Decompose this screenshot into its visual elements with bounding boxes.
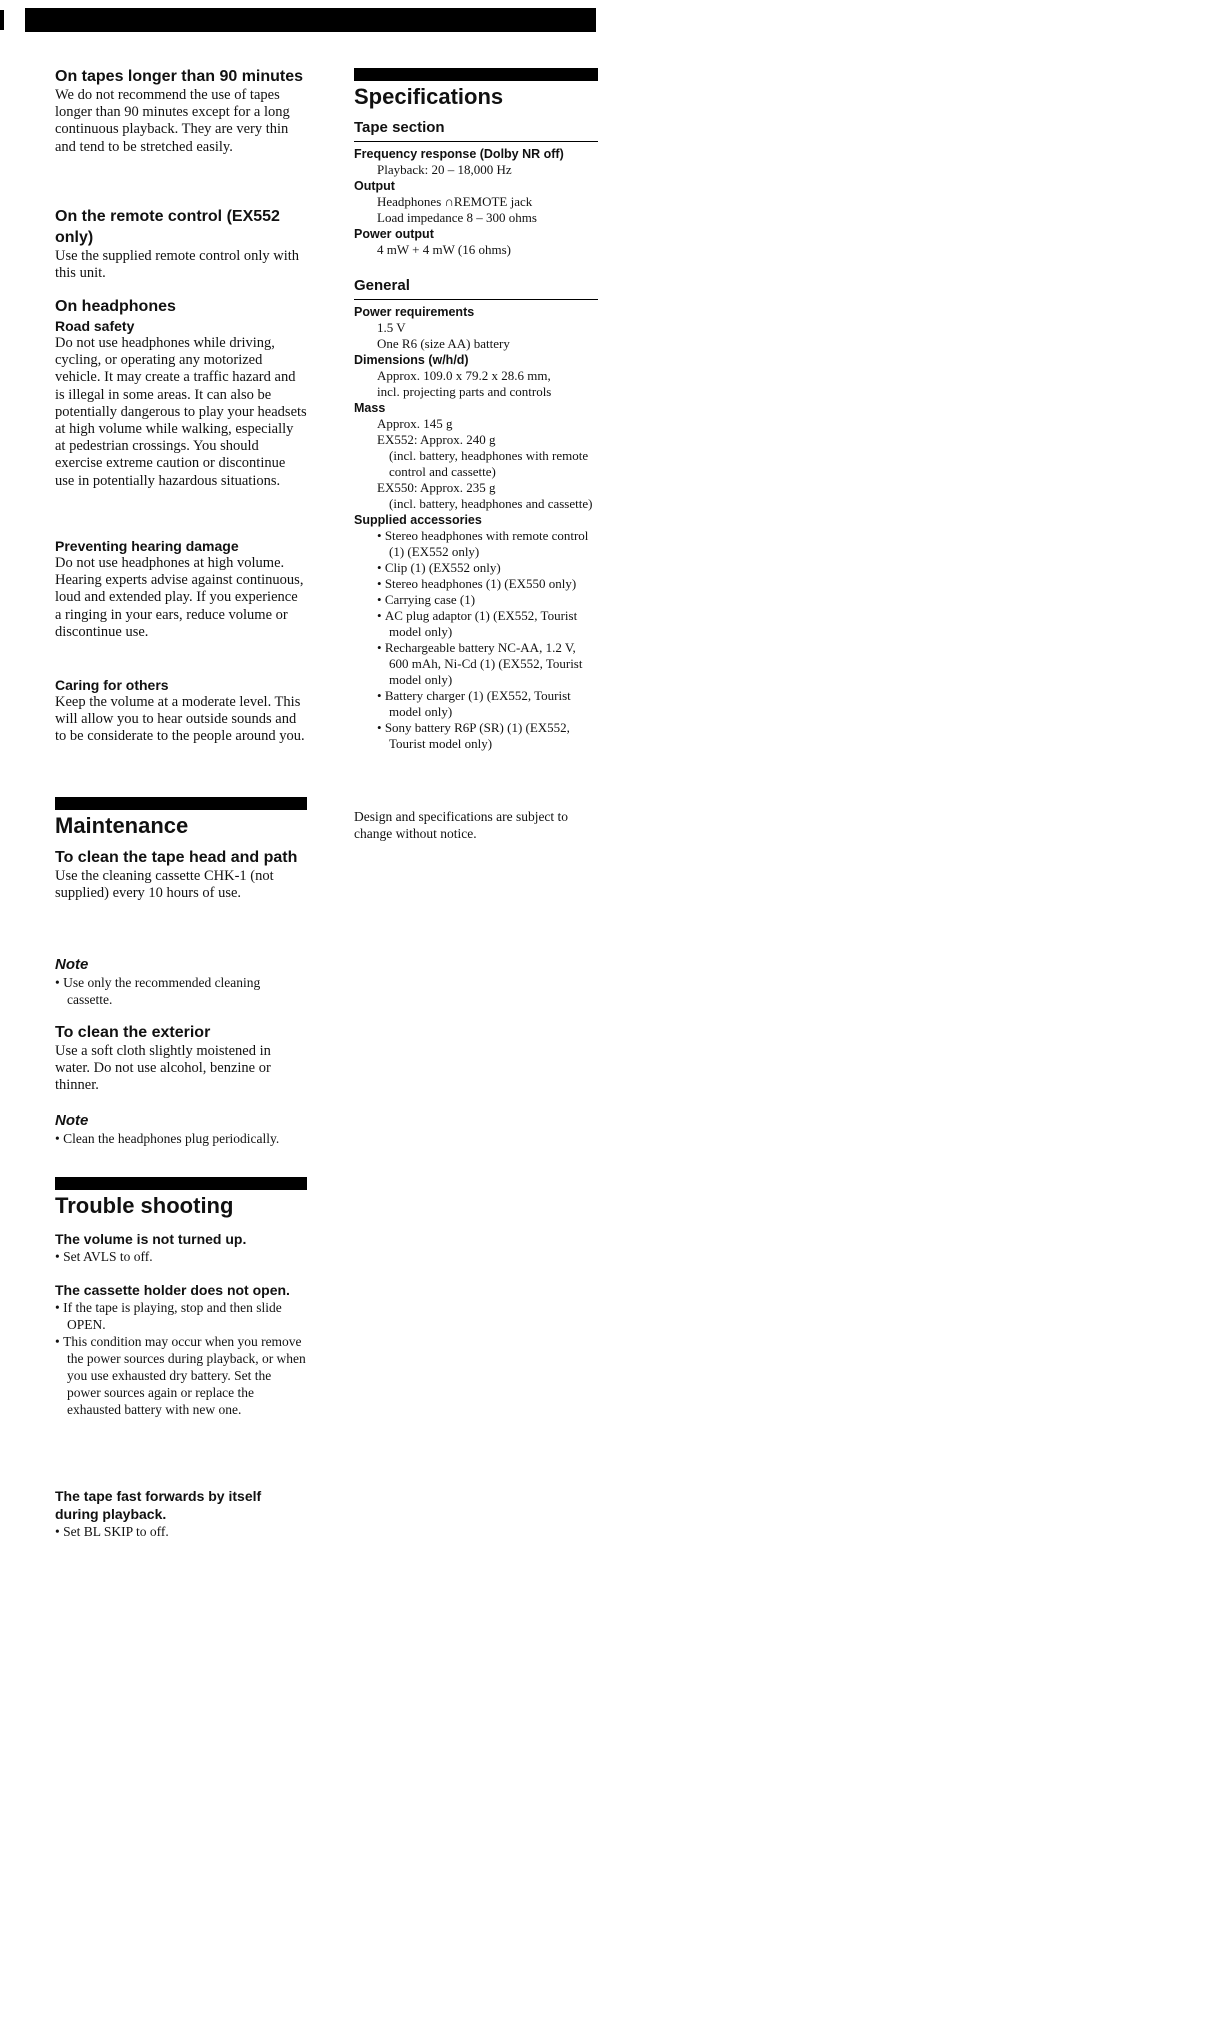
value-mass-ex550-note: (incl. battery, headphones and cassette) <box>389 496 593 511</box>
heading-headphones: On headphones <box>55 298 176 315</box>
value-dimensions-note: incl. projecting parts and controls <box>377 384 552 399</box>
accessory-item: • Stereo headphones (1) (EX550 only) <box>354 576 598 592</box>
section-volume <box>55 1230 307 1265</box>
value-frequency: Playback: 20 – 18,000 Hz <box>377 162 512 177</box>
cassette-holder-item-2: • This condition may occur when you remove the power sources during playback, or when you use exhausted dry battery. Set the power sources again or replace the exhausted battery with new one. <box>55 1333 307 1418</box>
heading-tape-section: Tape section <box>354 118 598 142</box>
accessory-item: • Battery charger (1) (EX552, Tourist model only) <box>354 688 598 720</box>
accessory-item: • AC plug adaptor (1) (EX552, Tourist model only) <box>354 608 598 640</box>
heading-clean-exterior: To clean the exterior <box>55 1024 211 1041</box>
heading-general: General <box>354 276 598 300</box>
cassette-holder-item-1: • If the tape is playing, stop and then slide OPEN. <box>55 1299 307 1333</box>
header-bar <box>25 8 596 32</box>
section-note-2 <box>55 1111 307 1147</box>
section-caring-others <box>55 676 307 746</box>
section-hearing-damage <box>55 537 307 641</box>
label-frequency: Frequency response (Dolby NR off) <box>354 147 564 161</box>
heading-long-tapes: On tapes longer than 90 minutes <box>55 68 304 85</box>
section-cassette-holder <box>55 1281 307 1418</box>
heading-specifications: Specifications <box>354 84 504 109</box>
heading-cassette-holder: The cassette holder does not open. <box>55 1282 290 1298</box>
accessory-item: • Sony battery R6P (SR) (1) (EX552, Tourist model only) <box>354 720 598 752</box>
heading-trouble-shooting: Trouble shooting <box>55 1193 234 1218</box>
text-clean-exterior: Use a soft cloth slightly moistened in water. Do not use alcohol, benzine or thinner. <box>55 1043 271 1094</box>
heading-hearing-damage: Preventing hearing damage <box>55 538 239 554</box>
section-clean-head <box>55 847 307 902</box>
note-item-1: • Use only the recommended cleaning cassette. <box>55 974 307 1008</box>
edge-mark <box>0 10 4 30</box>
volume-item: • Set AVLS to off. <box>55 1248 307 1265</box>
accessory-item: • Stereo headphones with remote control (1) (EX552 only) <box>354 528 598 560</box>
text-hearing-damage: Do not use headphones at high volume. Hearing experts advise against continuous, loud and extended play. If you experience a ringing in your ears, reduce volume or discontinue use. <box>55 555 304 640</box>
label-output: Output <box>354 179 395 193</box>
heading-caring-others: Caring for others <box>55 677 169 693</box>
value-output-impedance: Load impedance 8 – 300 ohms <box>377 210 537 225</box>
footer-note: Design and specifications are subject to change without notice. <box>354 809 569 841</box>
text-caring-others: Keep the volume at a moderate level. This will allow you to hear outside sounds and to be considerate to the people around you. <box>55 694 305 745</box>
value-power-output: 4 mW + 4 mW (16 ohms) <box>377 242 511 257</box>
text-long-tapes: We do not recommend the use of tapes longer than 90 minutes except for a long continuous playback. They are very thin and tend to be stretched easily. <box>55 87 290 155</box>
fast-forward-item: • Set BL SKIP to off. <box>55 1523 307 1540</box>
value-mass: Approx. 145 g <box>377 416 453 431</box>
section-clean-exterior <box>55 1022 307 1095</box>
heading-fast-forward: The tape fast forwards by itself during playback. <box>55 1488 262 1522</box>
value-output-jack: Headphones ∩REMOTE jack <box>377 194 533 209</box>
specifications-bar <box>354 68 598 81</box>
section-general <box>354 276 598 752</box>
value-voltage: 1.5 V <box>377 320 406 335</box>
accessory-item: • Rechargeable battery NC-AA, 1.2 V, 600 mAh, Ni-Cd (1) (EX552, Tourist model only) <box>354 640 598 688</box>
heading-remote-control: On the remote control (EX552 only) <box>55 208 280 246</box>
heading-clean-head: To clean the tape head and path <box>55 849 298 866</box>
label-accessories: Supplied accessories <box>354 513 482 527</box>
section-maintenance <box>55 797 307 840</box>
text-remote-control: Use the supplied remote control only with this unit. <box>55 248 300 282</box>
label-power-output: Power output <box>354 227 434 241</box>
label-power-requirements: Power requirements <box>354 305 475 319</box>
section-specifications <box>354 68 598 111</box>
section-footer-note <box>354 808 598 842</box>
section-fast-forward <box>55 1487 307 1540</box>
value-mass-ex552-note: (incl. battery, headphones with remote control and cassette) <box>389 448 589 479</box>
note-label-2: Note <box>55 1112 89 1129</box>
section-tape <box>354 118 598 258</box>
section-remote-control <box>55 206 307 282</box>
text-road-safety: Do not use headphones while driving, cycling, or operating any motorized vehicle. It may create a traffic hazard and is illegal in some areas. It can also be potentially dangerous to play your headsets at high volume while walking, especially at pedestrian crossings. You should exercise extreme caution or discontinue use in potentially hazardous situations. <box>55 335 307 489</box>
note-label-1: Note <box>55 956 89 973</box>
heading-volume: The volume is not turned up. <box>55 1231 247 1247</box>
heading-maintenance: Maintenance <box>55 813 189 838</box>
label-dimensions: Dimensions (w/h/d) <box>354 353 469 367</box>
value-mass-ex552: EX552: Approx. 240 g <box>377 432 496 447</box>
note-item-2: • Clean the headphones plug periodically. <box>55 1130 307 1147</box>
section-headphones <box>55 296 307 490</box>
label-mass: Mass <box>354 401 386 415</box>
section-trouble-shooting <box>55 1177 307 1220</box>
value-mass-ex550: EX550: Approx. 235 g <box>377 480 496 495</box>
value-dimensions: Approx. 109.0 x 79.2 x 28.6 mm, <box>377 368 551 383</box>
trouble-shooting-bar <box>55 1177 307 1190</box>
maintenance-bar <box>55 797 307 810</box>
section-note-1 <box>55 955 307 1008</box>
heading-road-safety: Road safety <box>55 318 135 334</box>
text-clean-head: Use the cleaning cassette CHK-1 (not supplied) every 10 hours of use. <box>55 868 274 902</box>
value-battery: One R6 (size AA) battery <box>377 336 510 351</box>
section-long-tapes <box>55 66 307 156</box>
accessory-item: • Clip (1) (EX552 only) <box>354 560 598 576</box>
accessory-item: • Carrying case (1) <box>354 592 598 608</box>
